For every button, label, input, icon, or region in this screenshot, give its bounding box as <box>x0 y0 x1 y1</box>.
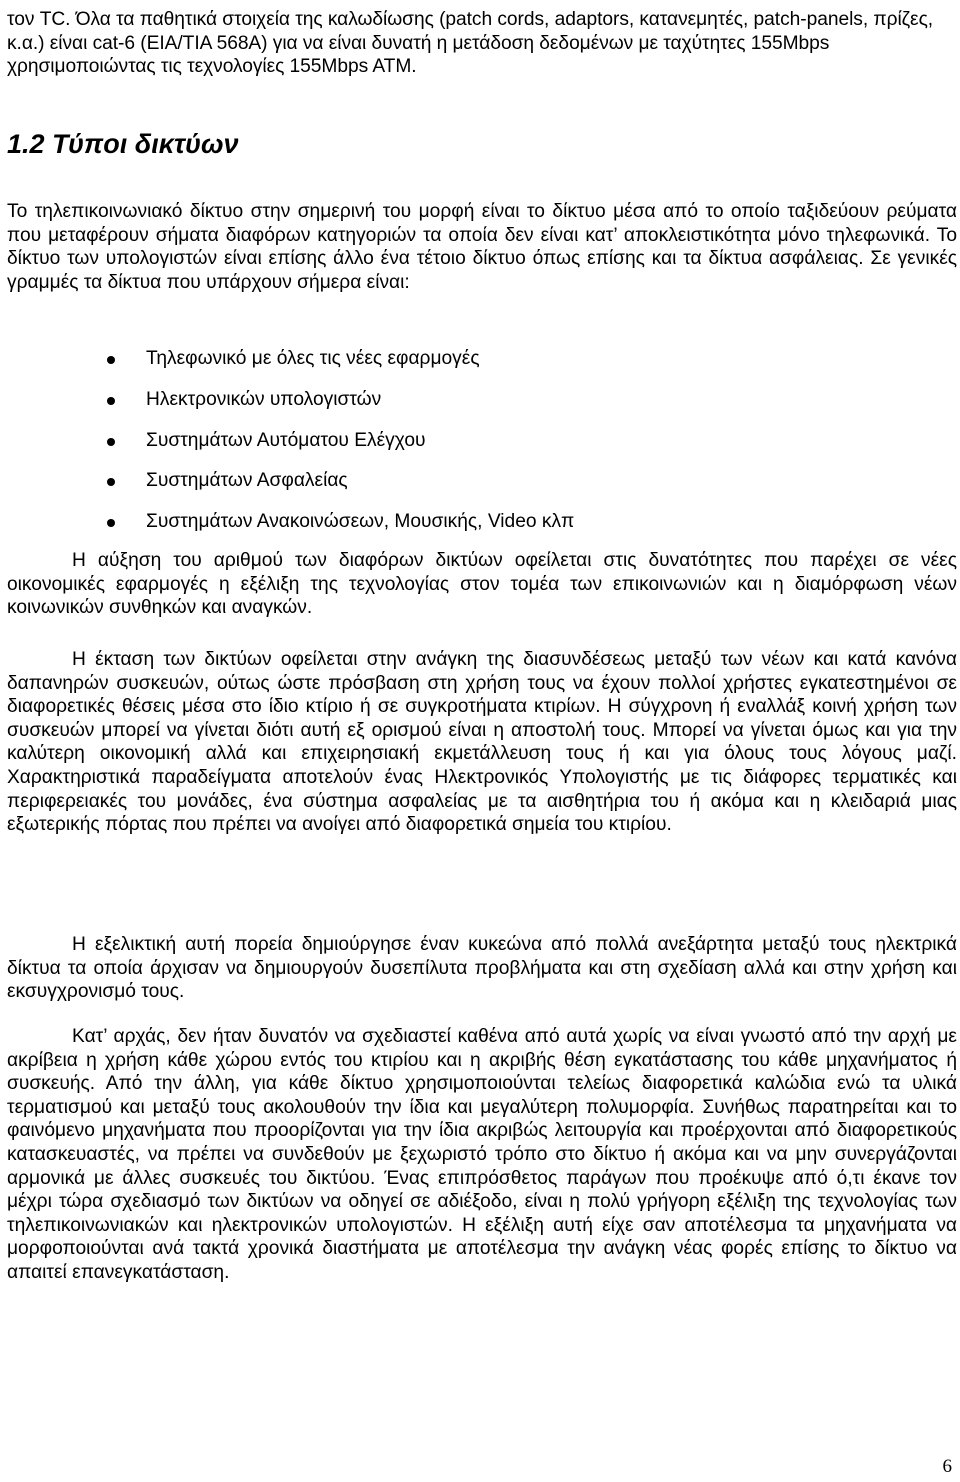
paragraph-network-types: Το τηλεπικοινωνιακό δίκτυο στην σημερινή του μορφή είναι το δίκτυο μέσα από το οποίο ταξιδεύουν ρεύματα που μεταφέρουν σήματα διαφόρων κατηγοριών τα οποία δεν είναι κατ’ αποκλειστικότητα μόνο τηλεφωνικά. Το δίκτυο των υπολογιστών είναι επίσης άλλο ένα τέτοιο δίκτυο όπως επίσης και τα δίκτυα ασφάλειας. Σε γενικές γραμμές τα δίκτυα που υπάρχουν σήμερα είναι: <box>7 201 957 293</box>
paragraph-evolution: Η εξελικτική αυτή πορεία δημιούργησε έναν κυκεώνα από πολλά ανεξάρτητα μεταξύ τους ηλεκτρικά δίκτυα τα οποία άρχισαν να δημιουργούν δυσεπίλυτα προβλήματα και στη σχεδίαση αλλά και στην χρήση και εκσυγχρονισμό τους. <box>7 934 957 1003</box>
paragraph-network-growth: Η αύξηση του αριθμού των διαφόρων δικτύων οφείλεται στις δυνατότητες που παρέχει σε νέες οικονομικές εφαρμογές η εξέλιξη της τεχνολογίας στον τομέα των επικοινωνιών και η διαμόρφωση νέων κοινωνικών συνθηκών και αναγκών. <box>7 550 957 619</box>
network-types-list <box>0 347 960 551</box>
bullet-icon <box>107 478 115 486</box>
page-number: 6 <box>942 1456 952 1477</box>
bullet-icon <box>107 438 115 446</box>
paragraph-network-extent: Η έκταση των δικτύων οφείλεται στην ανάγκη της διασυνδέσεως μεταξύ των νέων και κατά κανόνα δαπανηρών συσκευών, ούτως ώστε πρόσβαση στη χρήση τους να έχουν πολλοί χρήστες εγκατεστημένοι σε διαφορετικές θέσεις μέσα στο ίδιο κτίριο ή σε συγκροτήματα κτιρίων. Η σύγχρονη ή εναλλάξ κοινή χρήση των συσκευών μπορεί να γίνεται διότι αυτή εξ ορισμού είναι η αποστολή τους. Μπορεί να γίνεται όμως και για την καλύτερη οικονομική αλλά και επιχειρησιακή εκμετάλλευση τους ή και για όλους τους λόγους μαζί. Χαρακτηριστικά παραδείγματα αποτελούν ένας Ηλεκτρονικός Υπολογιστής με τις διάφορες τερματικές και περιφερειακές του μονάδες, ένα σύστημα ασφαλείας με τα αισθητήρια του ή ακόμα και η κλειδαριά μιας εξωτερικής πόρτας που πρέπει να ανοίγει από διαφορετικά σημεία του κτιρίου. <box>7 649 957 836</box>
list-item-label: Συστημάτων Ασφαλείας <box>146 470 348 492</box>
list-item-label: Ηλεκτρονικών υπολογιστών <box>146 388 382 410</box>
bullet-icon <box>107 356 115 364</box>
list-item-label: Τηλεφωνικό με όλες τις νέες εφαρμογές <box>146 348 480 369</box>
list-item <box>0 388 960 429</box>
list-item <box>0 510 960 551</box>
bullet-icon <box>107 397 115 405</box>
section-heading: 1.2 Τύποι δικτύων <box>7 129 239 159</box>
bullet-icon <box>107 519 115 527</box>
list-item <box>0 429 960 470</box>
list-item <box>0 469 960 510</box>
intro-paragraph: τον TC. Όλα τα παθητικά στοιχεία της καλωδίωσης (patch cords, adaptors, κατανεμητές, patch-panels, πρίζες, κ.α.) είναι cat-6 (EIA/TIA 568A) για να είναι δυνατή η μετάδοση δεδομένων με ταχύτητες 155Mbps χρησιμοποιώντας τις τεχνολογίες 155Mbps ATM. <box>7 9 934 78</box>
list-item-label: Συστημάτων Αυτόματου Ελέγχου <box>146 429 426 451</box>
list-item-label: Συστημάτων Ανακοινώσεων, Μουσικής, Video κλπ <box>146 511 575 533</box>
list-item <box>0 347 960 388</box>
paragraph-design-problems: Κατ’ αρχάς, δεν ήταν δυνατόν να σχεδιαστεί καθένα από αυτά χωρίς να είναι γνωστό από την αρχή με ακρίβεια η χρήση κάθε χώρου εντός του κτιρίου και η ακριβής θέση εγκατάστασης του κάθε μηχανήματος ή συσκευής. Από την άλλη, για κάθε δίκτυο χρησιμοποιούνται τελείως διαφορετικά καλώδια ενώ τα υλικά τερματισμού και μεταξύ τους ακολουθούν την ίδια και μεγαλύτερη πολυμορφία. Συνήθως παρατηρείται και το φαινόμενο μηχανήματα που προορίζονται για την ίδια ακριβώς λειτουργία και προέρχονται από διαφορετικούς κατασκευαστές, να πρέπει να συνδεθούν με ξεχωριστό τρόπο στο δίκτυο ή ακόμα και να μην συνεργάζονται αρμονικά με άλλες συσκευές του δικτύου. Ένας επιπρόσθετος παράγων που προέκυψε από ό,τι έκανε τον μέχρι τώρα σχεδιασμό των δικτύων να οδηγεί σε αδιέξοδο, είναι η πολύ γρήγορη εξέλιξη της τεχνολογίας των τηλεπικοινωνιακών και ηλεκτρονικών υπολογιστών. Η εξέλιξη αυτή είχε σαν αποτέλεσμα τα μηχανήματα να μορφοποιούνται ανά τακτά χρονικά διαστήματα με αποτέλεσμα την ανάγκη νέας φορές επίσης το δίκτυο να απαιτεί επανεγκατάσταση. <box>7 1026 957 1283</box>
